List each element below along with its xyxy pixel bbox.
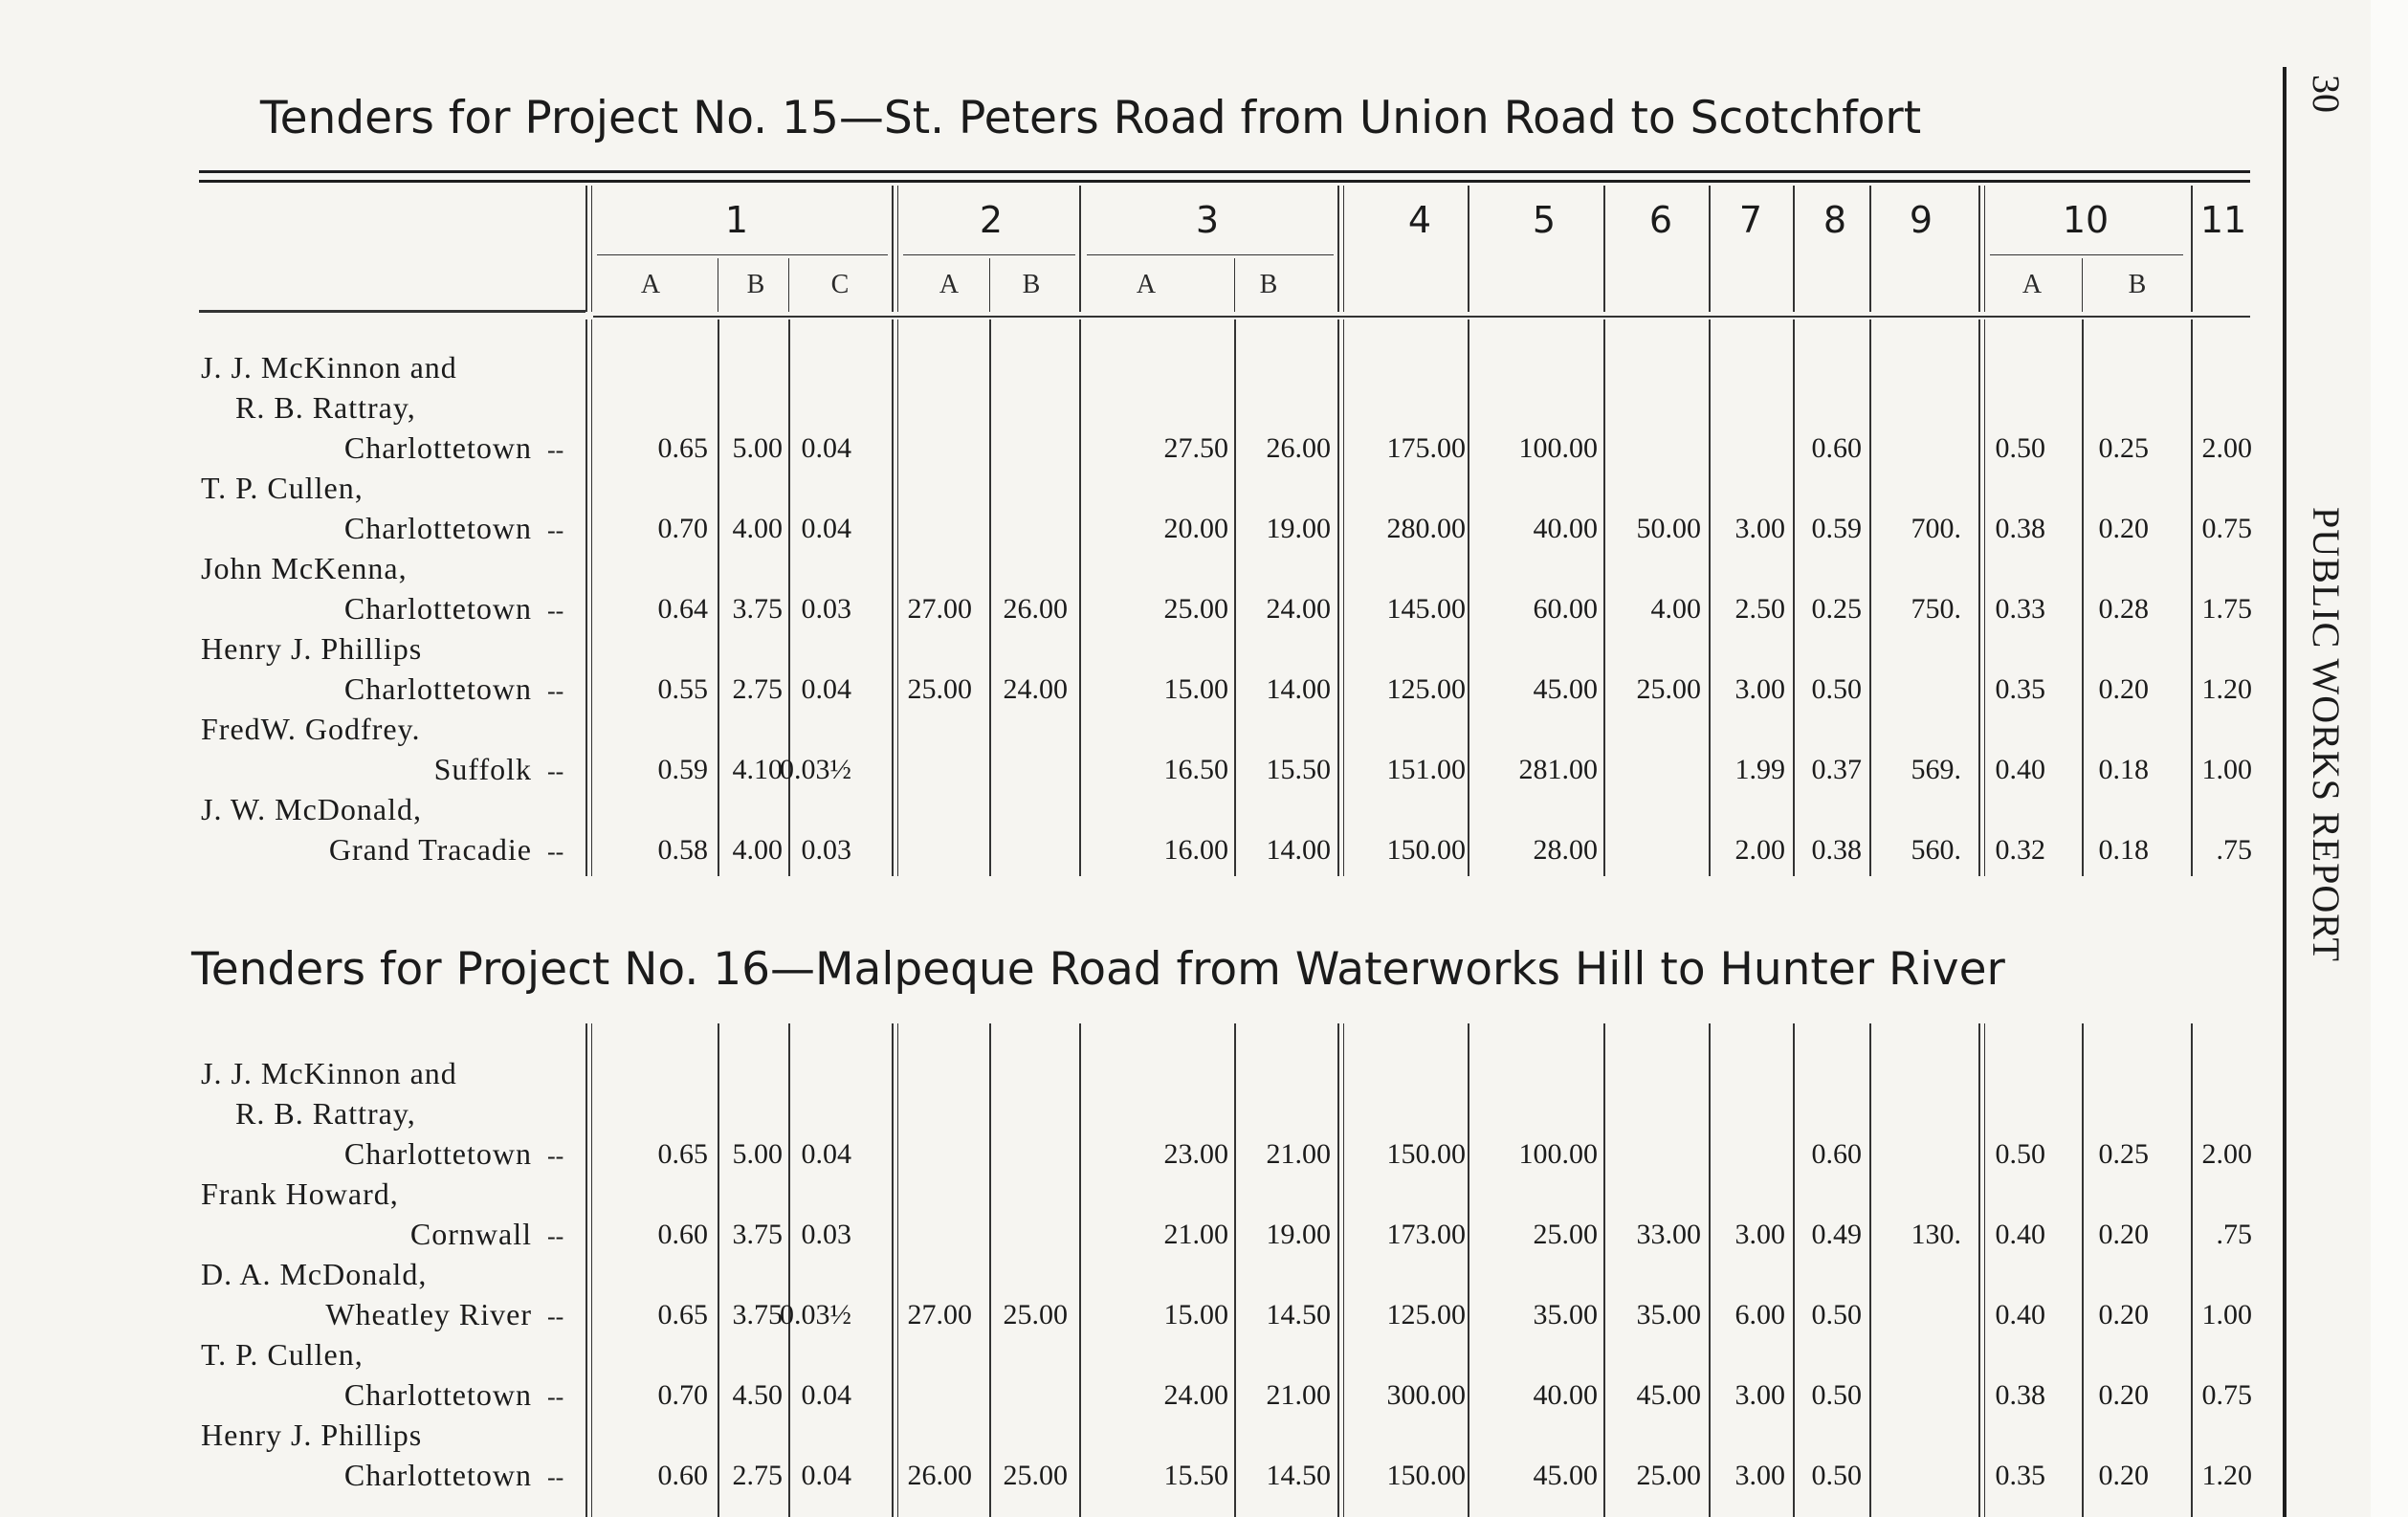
table-cell: 21.00 [1266, 1138, 1331, 1170]
table-cell: 0.38 [1995, 513, 2045, 544]
table-cell: 1.20 [2201, 1460, 2252, 1491]
column-divider [2191, 186, 2193, 312]
column-divider [1709, 186, 1711, 312]
table-cell: 1.99 [1734, 754, 1785, 785]
table-cell: 280.00 [1386, 513, 1466, 544]
column-divider [1793, 186, 1795, 312]
page-margin [2371, 0, 2408, 1517]
table-cell: 15.00 [1163, 1299, 1228, 1330]
table-cell: 4.00 [732, 834, 783, 866]
table-cell: 24.00 [1003, 673, 1068, 705]
column-divider [1337, 186, 1339, 312]
table-cell: 2.75 [732, 1460, 783, 1491]
table-cell: 3.00 [1734, 513, 1785, 544]
table-cell: 23.00 [1163, 1138, 1228, 1170]
table-cell: 3.75 [732, 1219, 783, 1250]
table-cell: 27.00 [907, 593, 972, 625]
table-cell: 145.00 [1386, 593, 1466, 625]
column-subheader-10A: A [2021, 270, 2043, 299]
column-header-11: 11 [2199, 199, 2247, 241]
table-cell: 0.25 [2098, 1138, 2149, 1170]
table-cell: 130. [1911, 1219, 1961, 1250]
column-divider [2191, 1023, 2193, 1517]
column-divider [1978, 186, 1980, 312]
table-cell: 0.20 [2098, 1460, 2149, 1491]
tenderer-name: John McKenna, [201, 551, 408, 585]
table-cell: 151.00 [1386, 754, 1466, 785]
table-cell: 0.04 [801, 1138, 851, 1170]
table-cell: 25.00 [1533, 1219, 1598, 1250]
tenderer-place: Charlottetown [343, 430, 532, 465]
column-divider [718, 1023, 719, 1517]
tenderer-place: Charlottetown [343, 591, 532, 626]
column-divider-double [897, 1023, 898, 1517]
table-cell: 100.00 [1518, 1138, 1598, 1170]
table-cell: 26.00 [907, 1460, 972, 1491]
column-header-7: 7 [1738, 199, 1763, 241]
table-15-top-rule-inner [199, 180, 2250, 183]
header-bottom-rule-right [593, 316, 2250, 318]
table-cell: 15.50 [1163, 1460, 1228, 1491]
table-cell: 0.50 [1811, 1379, 1862, 1411]
column-subheader-1C: C [830, 270, 850, 299]
table-cell: 6.00 [1734, 1299, 1785, 1330]
tenderer-place: Charlottetown [343, 671, 532, 706]
leader-dots: -- [547, 838, 564, 866]
column-header-5: 5 [1532, 199, 1557, 241]
table-cell: 4.00 [732, 513, 783, 544]
table-cell: 1.00 [2201, 1299, 2252, 1330]
table-cell: 0.04 [801, 432, 851, 464]
column-subheader-2B: B [1022, 270, 1041, 299]
table-cell: 25.00 [1003, 1460, 1068, 1491]
column-divider [1869, 1023, 1871, 1517]
table-cell: 0.59 [1811, 513, 1862, 544]
table-cell: 100.00 [1518, 432, 1598, 464]
table-cell: 700. [1911, 513, 1961, 544]
leader-dots: -- [547, 1383, 564, 1411]
page-edge-rule [2283, 67, 2286, 1517]
table-cell: 25.00 [1003, 1299, 1068, 1330]
page-number: 30 [2305, 75, 2348, 113]
table-cell: 16.50 [1163, 754, 1228, 785]
column-divider-double [1984, 186, 1985, 312]
table-cell: 560. [1911, 834, 1961, 866]
table-cell: 0.18 [2098, 834, 2149, 866]
table-cell: 25.00 [907, 673, 972, 705]
leader-dots: -- [547, 677, 564, 705]
table-cell: 0.28 [2098, 593, 2149, 625]
column-divider [989, 1023, 991, 1517]
table-cell: 24.00 [1163, 1379, 1228, 1411]
table-cell: 19.00 [1266, 1219, 1331, 1250]
table-cell: 173.00 [1386, 1219, 1466, 1250]
running-head: PUBLIC WORKS REPORT [2305, 507, 2348, 962]
table-cell: 0.65 [657, 432, 708, 464]
table-cell: 0.35 [1995, 673, 2045, 705]
column-divider [1468, 186, 1469, 312]
table-cell: 0.03½ [780, 1299, 851, 1330]
column-header-9: 9 [1909, 199, 1933, 241]
column-header-10: 10 [2062, 199, 2110, 241]
table-cell: 0.37 [1811, 754, 1862, 785]
table-cell: 0.04 [801, 513, 851, 544]
table-cell: 16.00 [1163, 834, 1228, 866]
table-cell: 0.60 [1811, 432, 1862, 464]
table-cell: 569. [1911, 754, 1961, 785]
leader-dots: -- [547, 597, 564, 625]
table-cell: 19.00 [1266, 513, 1331, 544]
table-cell: 15.00 [1163, 673, 1228, 705]
table-cell: 27.50 [1163, 432, 1228, 464]
table-cell: 0.58 [657, 834, 708, 866]
table-cell: 14.50 [1266, 1299, 1331, 1330]
column-divider-double [1984, 1023, 1985, 1517]
table-cell: 0.18 [2098, 754, 2149, 785]
column-divider [1869, 186, 1871, 312]
column-divider [1079, 186, 1081, 312]
group-underline [1087, 254, 1334, 255]
table-15-title: Tenders for Project No. 15—St. Peters Road from Union Road to Scotchfort [259, 92, 1922, 144]
table-cell: 0.60 [657, 1460, 708, 1491]
table-cell: 0.75 [2201, 513, 2252, 544]
column-divider [1337, 1023, 1339, 1517]
table-cell: 0.75 [2201, 1379, 2252, 1411]
table-cell: 2.75 [732, 673, 783, 705]
tenderer-name: Henry J. Phillips [201, 1418, 423, 1452]
table-cell: 0.20 [2098, 513, 2149, 544]
table-cell: .75 [2216, 834, 2252, 866]
table-cell: 1.00 [2201, 754, 2252, 785]
column-divider [892, 186, 894, 312]
header-bottom-rule [199, 310, 585, 313]
leader-dots: -- [547, 1222, 564, 1250]
table-cell: 14.00 [1266, 834, 1331, 866]
table-cell: 0.70 [657, 513, 708, 544]
table-cell: 24.00 [1266, 593, 1331, 625]
column-header-3: 3 [1195, 199, 1220, 241]
column-subheader-1A: A [640, 270, 661, 299]
table-cell: 0.60 [657, 1219, 708, 1250]
table-cell: 0.03 [801, 1219, 851, 1250]
column-subheader-10B: B [2128, 270, 2147, 299]
table-cell: 0.59 [657, 754, 708, 785]
leader-dots: -- [547, 517, 564, 544]
tenderer-name: Henry J. Phillips [201, 631, 423, 666]
column-subheader-2A: A [939, 270, 960, 299]
table-cell: 0.20 [2098, 673, 2149, 705]
tenderer-name: J. J. McKinnon and [201, 350, 457, 385]
tenderer-place: Charlottetown [343, 1458, 532, 1492]
table-cell: 0.04 [801, 673, 851, 705]
table-cell: 0.40 [1995, 1299, 2045, 1330]
column-divider-double [1343, 1023, 1344, 1517]
table-cell: 0.25 [1811, 593, 1862, 625]
table-cell: 0.70 [657, 1379, 708, 1411]
column-divider-double [591, 1023, 592, 1517]
tenderer-name: D. A. McDonald, [201, 1257, 428, 1291]
column-header-6: 6 [1648, 199, 1673, 241]
subcolumn-divider [788, 258, 789, 312]
subcolumn-divider [2082, 258, 2083, 312]
table-cell: 50.00 [1636, 513, 1701, 544]
leader-dots: -- [547, 1303, 564, 1330]
table-cell: 0.03 [801, 593, 851, 625]
table-cell: .75 [2216, 1219, 2252, 1250]
table-cell: 300.00 [1386, 1379, 1466, 1411]
tenderer-name: T. P. Cullen, [201, 471, 364, 505]
column-divider [585, 1023, 587, 1517]
table-cell: 60.00 [1533, 593, 1598, 625]
leader-dots: -- [547, 436, 564, 464]
table-cell: 28.00 [1533, 834, 1598, 866]
table-cell: 27.00 [907, 1299, 972, 1330]
table-cell: 150.00 [1386, 1460, 1466, 1491]
column-divider [1793, 1023, 1795, 1517]
table-cell: 4.00 [1650, 593, 1701, 625]
subcolumn-divider [1234, 258, 1235, 312]
column-subheader-3A: A [1136, 270, 1157, 299]
tenderer-place: Cornwall [409, 1217, 532, 1251]
table-cell: 25.00 [1636, 1460, 1701, 1491]
table-cell: 0.50 [1995, 432, 2045, 464]
table-cell: 0.33 [1995, 593, 2045, 625]
table-cell: 25.00 [1636, 673, 1701, 705]
column-divider [1079, 1023, 1081, 1517]
tenderer-name: T. P. Cullen, [201, 1337, 364, 1372]
table-cell: 0.50 [1995, 1138, 2045, 1170]
table-cell: 20.00 [1163, 513, 1228, 544]
table-cell: 45.00 [1636, 1379, 1701, 1411]
table-15-top-rule [199, 170, 2250, 173]
table-cell: 0.20 [2098, 1219, 2149, 1250]
column-divider [1079, 319, 1081, 876]
tenderer-place: Suffolk [433, 752, 532, 786]
table-cell: 5.00 [732, 432, 783, 464]
table-cell: 0.04 [801, 1379, 851, 1411]
table-cell: 0.40 [1995, 1219, 2045, 1250]
table-cell: 14.50 [1266, 1460, 1331, 1491]
table-cell: 0.03 [801, 834, 851, 866]
leader-dots: -- [547, 758, 564, 785]
table-cell: 0.65 [657, 1138, 708, 1170]
table-cell: 3.00 [1734, 1460, 1785, 1491]
table-cell: 26.00 [1266, 432, 1331, 464]
table-cell: 3.00 [1734, 673, 1785, 705]
column-divider-double [1343, 186, 1344, 312]
column-divider-double [897, 186, 898, 312]
column-header-2: 2 [979, 199, 1004, 241]
table-cell: 0.20 [2098, 1379, 2149, 1411]
table-cell: 35.00 [1636, 1299, 1701, 1330]
tenderer-place: Wheatley River [325, 1297, 532, 1331]
table-cell: 0.25 [2098, 432, 2149, 464]
table-cell: 40.00 [1533, 513, 1598, 544]
leader-dots: -- [547, 1463, 564, 1491]
table-cell: 0.49 [1811, 1219, 1862, 1250]
tenderer-name: J. J. McKinnon and [201, 1056, 457, 1090]
table-cell: 0.20 [2098, 1299, 2149, 1330]
table-cell: 0.50 [1811, 1299, 1862, 1330]
column-divider [1978, 1023, 1980, 1517]
column-header-1: 1 [724, 199, 749, 241]
table-cell: 40.00 [1533, 1379, 1598, 1411]
group-underline [597, 254, 888, 255]
table-cell: 21.00 [1163, 1219, 1228, 1250]
table-cell: 0.35 [1995, 1460, 2045, 1491]
column-divider [892, 1023, 894, 1517]
tenderer-place: Grand Tracadie [328, 832, 532, 867]
table-cell: 21.00 [1266, 1379, 1331, 1411]
column-subheader-3B: B [1259, 270, 1278, 299]
table-cell: 0.32 [1995, 834, 2045, 866]
tenderer-name: FredW. Godfrey. [201, 712, 421, 746]
table-cell: 0.04 [801, 1460, 851, 1491]
table-cell: 150.00 [1386, 834, 1466, 866]
table-cell: 2.50 [1734, 593, 1785, 625]
tenderer-name: R. B. Rattray, [235, 1096, 416, 1131]
table-cell: 3.00 [1734, 1379, 1785, 1411]
group-underline [1990, 254, 2183, 255]
table-cell: 45.00 [1533, 1460, 1598, 1491]
table-cell: 1.75 [2201, 593, 2252, 625]
table-cell: 0.65 [657, 1299, 708, 1330]
group-underline [903, 254, 1075, 255]
table-cell: 4.50 [732, 1379, 783, 1411]
column-divider [1603, 1023, 1605, 1517]
table-cell: 2.00 [1734, 834, 1785, 866]
tenderer-place: Charlottetown [343, 1377, 532, 1412]
table-cell: 1.20 [2201, 673, 2252, 705]
table-cell: 25.00 [1163, 593, 1228, 625]
tenderer-place: Charlottetown [343, 1136, 532, 1171]
table-cell: 26.00 [1003, 593, 1068, 625]
table-cell: 0.60 [1811, 1138, 1862, 1170]
column-divider [1709, 1023, 1711, 1517]
table-cell: 3.00 [1734, 1219, 1785, 1250]
column-subheader-1B: B [746, 270, 765, 299]
table-cell: 0.50 [1811, 673, 1862, 705]
table-cell: 0.64 [657, 593, 708, 625]
tenderer-name: J. W. McDonald, [201, 792, 422, 826]
table-cell: 125.00 [1386, 673, 1466, 705]
table-cell: 150.00 [1386, 1138, 1466, 1170]
column-divider [788, 1023, 790, 1517]
column-divider [1468, 1023, 1469, 1517]
table-cell: 2.00 [2201, 1138, 2252, 1170]
table-cell: 281.00 [1518, 754, 1598, 785]
column-divider [2082, 1023, 2084, 1517]
table-cell: 4.10 [732, 754, 783, 785]
table-cell: 750. [1911, 593, 1961, 625]
table-cell: 125.00 [1386, 1299, 1466, 1330]
column-divider-double [591, 186, 592, 312]
table-cell: 0.38 [1811, 834, 1862, 866]
table-cell: 0.03½ [780, 754, 851, 785]
table-cell: 175.00 [1386, 432, 1466, 464]
column-divider [1603, 186, 1605, 312]
leader-dots: -- [547, 1142, 564, 1170]
table-cell: 45.00 [1533, 673, 1598, 705]
table-cell: 3.75 [732, 1299, 783, 1330]
table-cell: 0.38 [1995, 1379, 2045, 1411]
table-cell: 14.00 [1266, 673, 1331, 705]
table-cell: 0.50 [1811, 1460, 1862, 1491]
table-cell: 15.50 [1266, 754, 1331, 785]
table-cell: 35.00 [1533, 1299, 1598, 1330]
column-divider [585, 186, 587, 312]
column-header-4: 4 [1407, 199, 1432, 241]
subcolumn-divider [989, 258, 990, 312]
table-16-title: Tenders for Project No. 16—Malpeque Road from Waterworks Hill to Hunter River [191, 943, 2005, 996]
tenderer-name: R. B. Rattray, [235, 390, 416, 425]
table-cell: 5.00 [732, 1138, 783, 1170]
tenderer-place: Charlottetown [343, 511, 532, 545]
table-cell: 0.55 [657, 673, 708, 705]
table-cell: 2.00 [2201, 432, 2252, 464]
table-cell: 33.00 [1636, 1219, 1701, 1250]
table-cell: 0.40 [1995, 754, 2045, 785]
column-header-8: 8 [1823, 199, 1847, 241]
tenderer-name: Frank Howard, [201, 1176, 399, 1211]
column-divider [1234, 1023, 1236, 1517]
table-cell: 3.75 [732, 593, 783, 625]
